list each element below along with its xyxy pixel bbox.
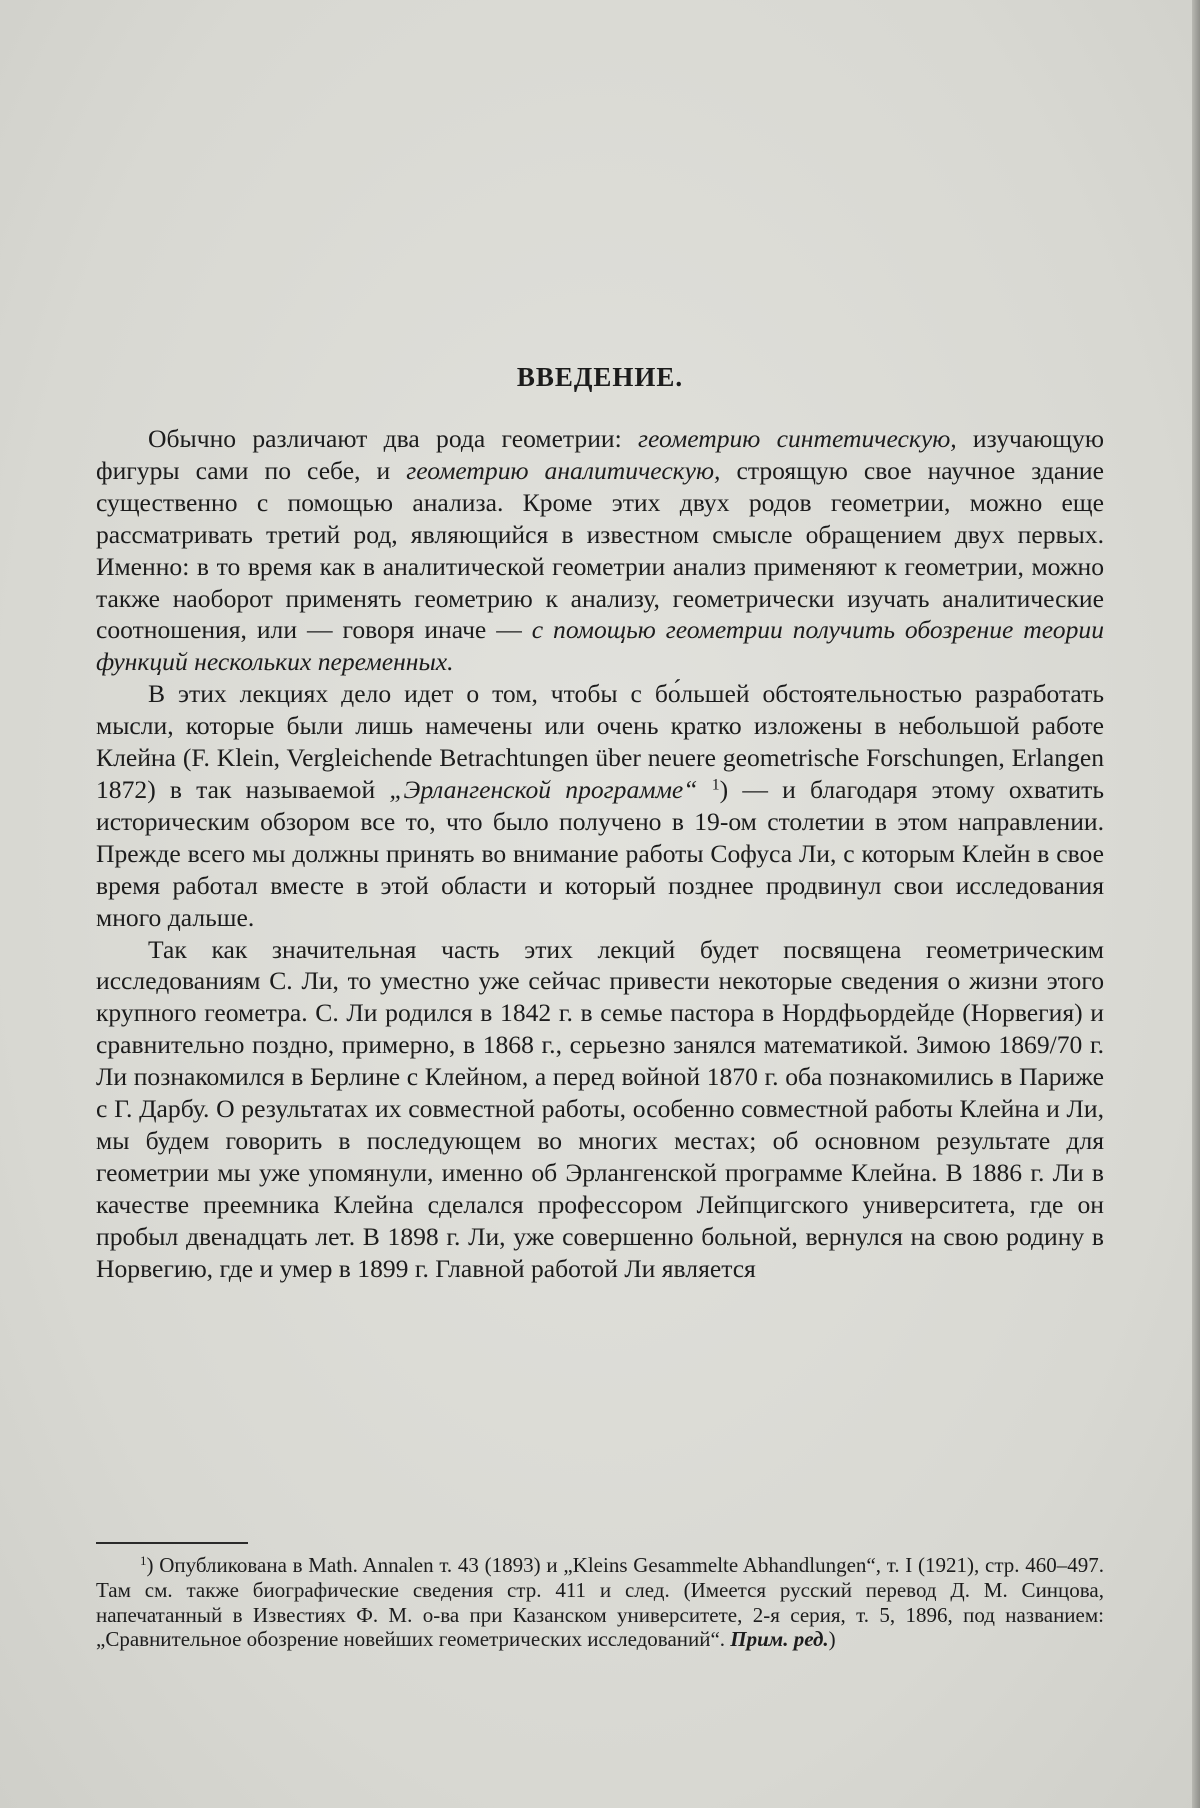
- footnote-mark: 1: [140, 1552, 147, 1568]
- footnote-text-1: ) Опубликована в Math. Annalen т. 43 (1893) и „Kleins Gesammelte Abhandlungen“, т. I (1921), стр. 460–497. Там см. также биографические сведения стр. 411 и след. (Имеется русский перевод Д. М. Синцова, напечатанный в Известиях Ф. М. о-ва при Казанском университете, 2-я серия, т. 5, 1896, под названием: „Сравнительное обозрение новейших геометрических исследований“.: [96, 1553, 1104, 1652]
- p1-text-3: строящую свое научное здание существенно с помощью анализа. Кроме этих двух родов геометрии, можно еще рассматривать третий род, являющийся в известном смысле обращением двух первых. Именно: в то время как в аналитической геометрии анализ применяют к геометрии, можно также наоборот применять геометрию к анализу, геометрически изучать аналитические соотношения, или — говоря иначе —: [96, 455, 1104, 645]
- p1-emph-3: с помощью геометрии получить обозрение теории функций нескольких переменных.: [96, 615, 1104, 677]
- p2-emph-1: „Эрлангенской программе“: [389, 774, 698, 804]
- footnote-emph: Прим. ред.: [730, 1627, 829, 1652]
- p1-emph-1: геометрию синтетическую,: [638, 424, 957, 453]
- p2-text-1: В этих лекциях дело идет о том, чтобы с бо́льшей обстоятельностью разработать мысли, которые были лишь намечены или очень кратко изложены в небольшой работе Клейна (F. Klein, Vergleichende Betrachtungen über neuere geometrische Forschungen, Erlangen 1872) в так называемой: [96, 679, 1104, 804]
- p3-text-1: Так как значительная часть этих лекций будет посвящена геометрическим исследованиям С. Ли, то уместно уже сейчас привести некоторые сведения о жизни этого крупного геометра. С. Ли родился в 1842 г. в семье пастора в Нордфьордейде (Норвегия) и сравнительно поздно, примерно, в 1868 г., серьезно занялся математикой. Зимою 1869/70 г. Ли познакомился в Берлине с Клейном, а перед войной 1870 г. оба познакомились в Париже с Г. Дарбу. О результатах их совместной работы, особенно совместной работы Клейна и Ли, мы будем говорить в последующем во многих местах; об основном результате для геометрии мы уже упомянули, именно об Эрлангенской программе Клейна. В 1886 г. Ли в качестве преемника Клейна сделался профессором Лейпцигского университета, где он пробыл двенадцать лет. В 1898 г. Ли, уже совершенно больной, вернулся на свою родину в Норвегию, где и умер в 1899 г. Главной работой Ли является: [96, 934, 1104, 1283]
- p2-text-2: ) — и благодаря этому охватить историческим обзором все то, что было получено в 19-ом столетии в этом направлении. Прежде всего мы должны принять во внимание работы Софуса Ли, с которым Клейн в свое время работал вместе в этой области и который позднее продвинул свои исследования много дальше.: [96, 774, 1105, 932]
- footnote-divider: [96, 1542, 248, 1544]
- p1-text-2: изучающую фигуры сами по себе, и: [96, 424, 1104, 485]
- paragraph-1: [96, 423, 1104, 678]
- p1-emph-2: геометрию аналитическую,: [406, 455, 721, 485]
- p1-text-1: Обычно различают два рода геометрии:: [148, 424, 639, 453]
- main-text: [96, 423, 1104, 1284]
- page-edge-shadow: [1192, 0, 1200, 1808]
- footnote-ref: 1: [711, 776, 720, 794]
- chapter-title: ВВЕДЕНИЕ.: [516, 362, 684, 392]
- footnote: [96, 1553, 1104, 1652]
- paragraph-3: [96, 934, 1104, 1285]
- paragraph-2: [96, 678, 1104, 933]
- footnote-text-2: ): [828, 1627, 836, 1652]
